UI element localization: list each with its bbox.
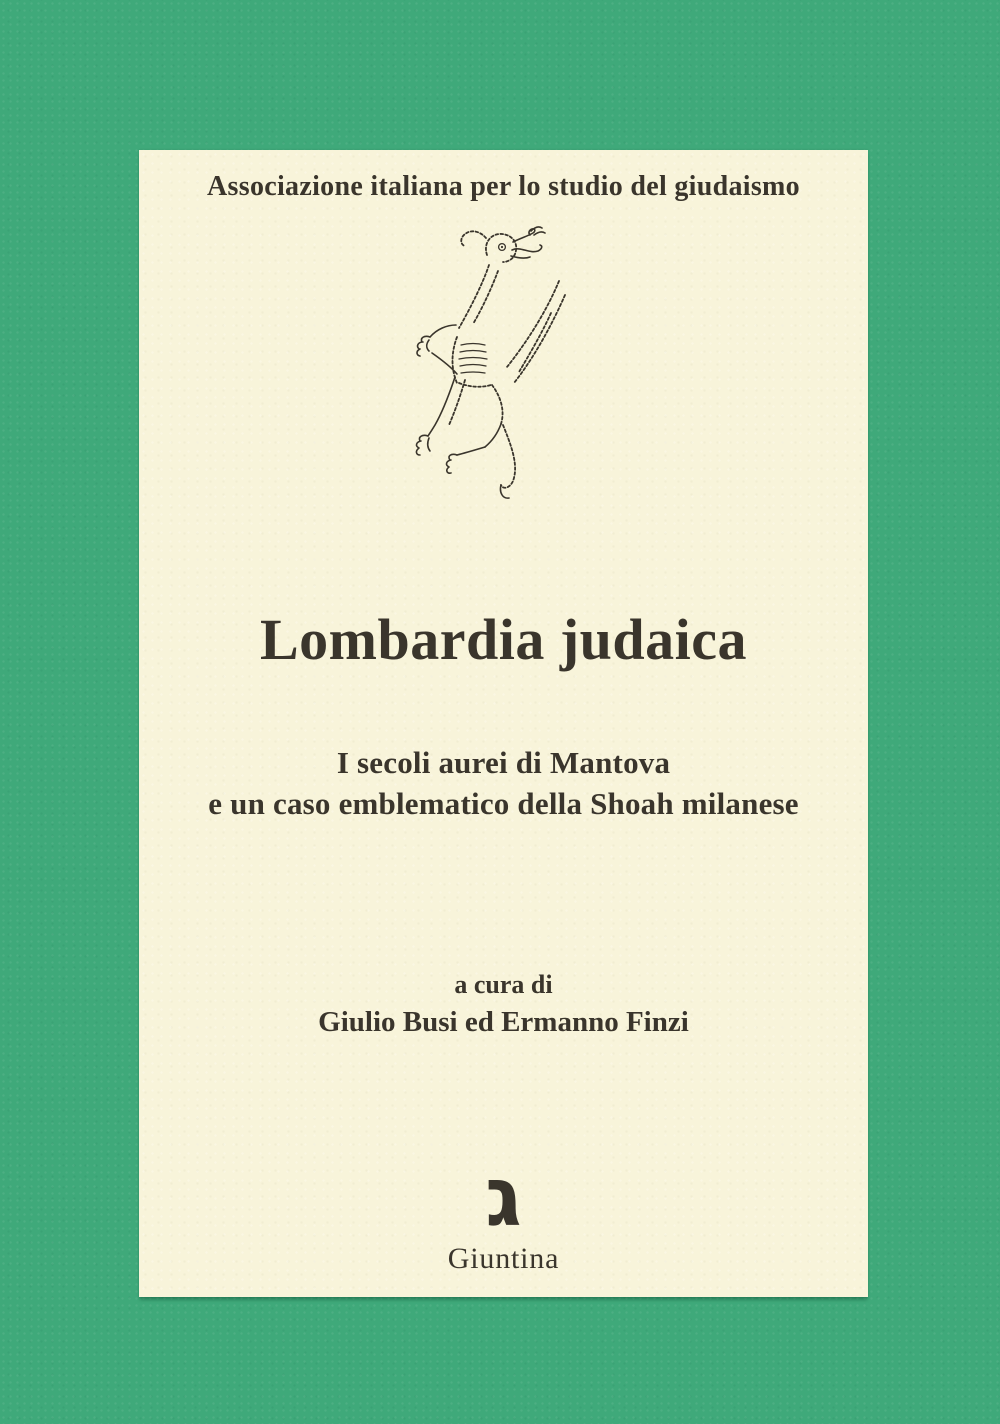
book-subtitle — [139, 742, 868, 824]
editors-credit — [139, 968, 868, 1042]
publisher-name: Giuntina — [447, 1242, 560, 1275]
micrography-creature-illustration — [139, 225, 868, 510]
subtitle-line-1: I secoli aurei di Mantova — [336, 745, 671, 780]
editors-names: Giulio Busi ed Ermanno Finzi — [318, 1006, 689, 1038]
subtitle-line-2: e un caso emblematico della Shoah milanese — [208, 786, 799, 821]
micrography-creature-icon — [399, 225, 609, 510]
credit-prefix: a cura di — [454, 970, 553, 999]
association-name: Associazione italiana per lo studio del giudaismo — [207, 171, 800, 202]
book-title: Lombardia judaica — [259, 607, 748, 672]
gimel-logo-icon: ג — [485, 1150, 522, 1245]
cover-panel — [139, 150, 868, 1297]
